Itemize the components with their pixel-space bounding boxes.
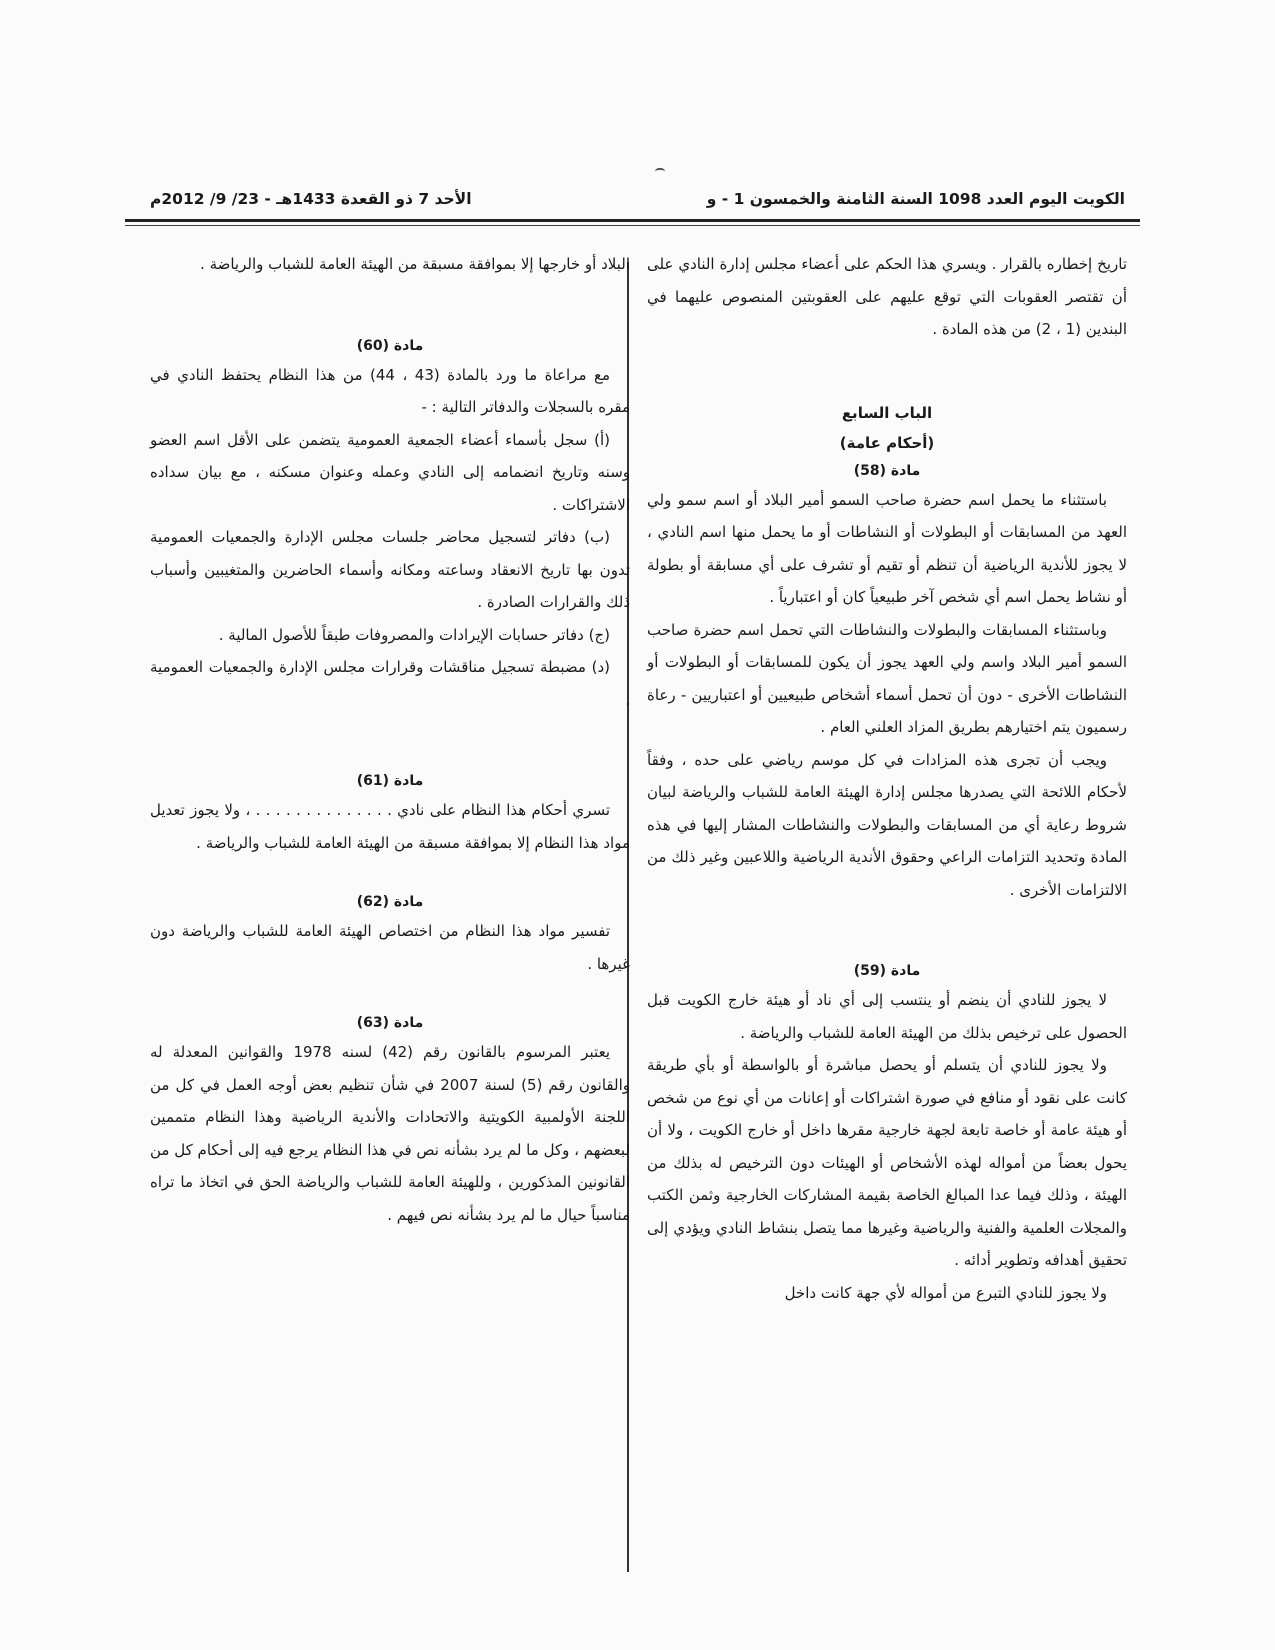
article-60-item-a: (أ) سجل بأسماء أعضاء الجمعية العمومية يتضمن على الأقل اسم العضو وسنه وتاريخ انضمامه إلى النادي وعمله وعنوان مسكنه ، مع بيان سداده الاشتراكات .	[150, 430, 630, 514]
article-59-paragraph-3: ولا يجوز للنادي التبرع من أمواله لأي جهة كانت داخل	[784, 1283, 1107, 1302]
article-63-paragraph-1: يعتبر المرسوم بالقانون رقم (42) لسنه 1978 والقوانين المعدلة له والقانون رقم (5) لسنة 2007 في شأن تنظيم بعض أوجه العمل في كل من اللجنة الأولمبية الكويتية والاتحادات والأندية الرياضية وهذا النظام متممين لبعضهم ، وكل ما لم يرد بشأنه نص في هذا النظام يرجع فيه إلى أحكام كل من القانونين المذكورين ، وللهيئة العامة للشباب والرياضة الحق في اتخاذ ما تراه مناسباً حيال ما لم يرد بشأنه نص فيهم .	[150, 1043, 630, 1224]
article-59-paragraph-2: ولا يجوز للنادي أن يتسلم أو يحصل مباشرة أو بالواسطة أو بأي طريقة كانت على نقود أو منافع في صورة اشتراكات أو إعانات من أي نوع من شخص أو هيئة عامة أو خاصة تابعة لجهة خارجية مقرها داخل أو خارج الكويت ، ولا أن يحول بعضاً من أمواله لهذه الأشخاص أو الهيئات دون الترخيص له بذلك من الهيئة ، وذلك فيما عدا المبالغ الخاصة بقيمة المشاركات الخارجية وثمن الكتب والمجلات العلمية والفنية والرياضية وغيرها مما يتصل بنشاط النادي ويؤدي إلى تحقيق أهدافه وتطوير أدائه .	[647, 1056, 1127, 1269]
header-rule-thick	[125, 219, 1140, 222]
article-61-title: مادة (61)	[356, 773, 424, 789]
left-column	[150, 248, 630, 1231]
article-58-title: مادة (58)	[853, 462, 921, 479]
article-58-paragraph-2: وباستثناء المسابقات والبطولات والنشاطات التي تحمل اسم حضرة صاحب السمو أمير البلاد واسم ولي العهد يجوز أن يكون للمسابقات أو البطولات أو النشاطات الأخرى - دون أن تحمل أسماء أشخاص طبيعيين أو اعتباريين - رعاة رسميون يتم اختيارهم بطريق المزاد العلني العام .	[647, 620, 1127, 736]
chapter-title: الباب السابع	[841, 403, 933, 422]
article-60-item-b: (ب) دفاتر لتسجيل محاضر جلسات مجلس الإدارة والجمعيات العمومية تدون بها تاريخ الانعقاد وساعته ومكانه وأسماء الحاضرين والمتغيبين وأسباب ذلك والقرارات الصادرة .	[150, 528, 630, 611]
article-60-item-d: (د) مضبطة تسجيل مناقشات وقرارات مجلس الإدارة والجمعيات العمومية .	[150, 658, 630, 709]
article-63-title: مادة (63)	[356, 1015, 424, 1031]
article-58-paragraph-1: باستثناء ما يحمل اسم حضرة صاحب السمو أمير البلاد أو اسم سمو ولي العهد من المسابقات أو البطولات أو النشاطات أو ما يحمل منها اسم النادي ، لا يجوز للأندية الرياضية أن تنظم أو تقيم أو تشرف على أي مسابقة أو بطولة أو نشاط يحمل اسم أي شخص آخر طبيعياً كان أو اعتبارياً .	[647, 490, 1127, 606]
article-60-paragraph-1: مع مراعاة ما ورد بالمادة (43 ، 44) من هذا النظام يحتفظ النادي في مقره بالسجلات والدفاتر التالية : -	[150, 365, 630, 416]
print-mark	[655, 168, 665, 174]
article-59-title: مادة (59)	[853, 963, 921, 979]
continuation-paragraph: تاريخ إخطاره بالقرار . ويسري هذا الحكم على أعضاء مجلس إدارة النادي على أن تقتصر العقوبات التي توقع عليهم على العقوبتين المنصوص عليهما في البندين (1 ، 2) من هذه المادة .	[647, 255, 1127, 338]
article-60-title: مادة (60)	[356, 337, 424, 354]
continuation-paragraph: البلاد أو خارجها إلا بموافقة مسبقة من الهيئة العامة للشباب والرياضة .	[200, 255, 630, 273]
article-62-paragraph-1: تفسير مواد هذا النظام من اختصاص الهيئة العامة للشباب والرياضة دون غيرها .	[150, 922, 630, 973]
right-column	[647, 248, 1127, 1309]
header-rule-thin	[125, 225, 1140, 226]
chapter-subtitle: (أحكام عامة)	[839, 433, 935, 452]
article-60-item-c: (ج) دفاتر حسابات الإيرادات والمصروفات طبقاً للأصول المالية .	[218, 625, 610, 644]
article-58-paragraph-3: ويجب أن تجرى هذه المزادات في كل موسم رياضي على حده ، وفقاً لأحكام اللائحة التي يصدرها مجلس إدارة الهيئة العامة للشباب والرياضة لبيان شروط رعاية أي من المسابقات والبطولات والنشاطات المشار إليها في هذه المادة وتحديد التزامات الراعي وحقوق الأندية الرياضية واللاعبين وغير ذلك من الالتزامات الأخرى .	[647, 750, 1127, 899]
gazette-issue-header: الكويت اليوم العدد 1098 السنة الثامنة والخمسون 1 - و	[706, 190, 1125, 208]
gazette-date-header: الأحد 7 ذو القعدة 1433هـ - 23/ 9/ 2012م	[150, 190, 472, 208]
article-61-paragraph-1: تسري أحكام هذا النظام على نادي . . . . . . . . . . . . . . ، ولا يجوز تعديل مواد هذا النظام إلا بموافقة مسبقة من الهيئة العامة للشباب والرياضة .	[150, 801, 630, 852]
article-59-paragraph-1: لا يجوز للنادي أن ينضم أو ينتسب إلى أي ناد أو هيئة خارج الكويت قبل الحصول على ترخيص بذلك من الهيئة العامة للشباب والرياضة .	[647, 991, 1127, 1042]
article-62-title: مادة (62)	[356, 894, 424, 910]
